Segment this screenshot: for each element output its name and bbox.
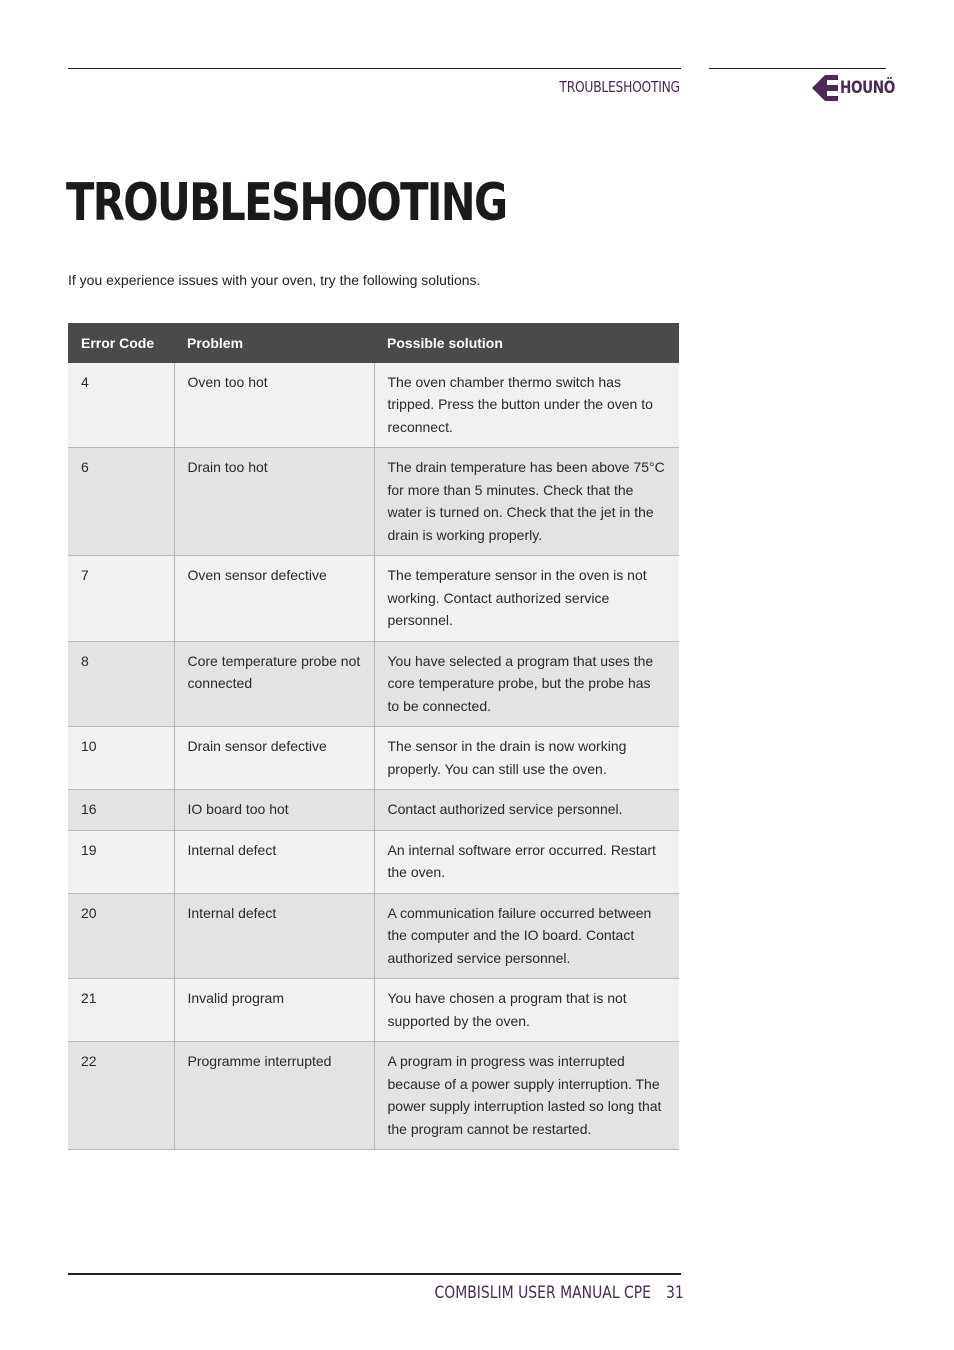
error-code-cell: 21 xyxy=(68,979,174,1042)
column-header-possible-solution: Possible solution xyxy=(374,323,679,363)
solution-cell: An internal software error occurred. Restart the oven. xyxy=(374,830,679,893)
solution-cell: A program in progress was interrupted because of a power supply interruption. The power supply interruption lasted so long that the program cannot be restarted. xyxy=(374,1042,679,1150)
footer-rule xyxy=(68,1273,681,1275)
solution-cell: You have selected a program that uses the core temperature probe, but the probe has to be connected. xyxy=(374,641,679,727)
solution-cell: The drain temperature has been above 75°C for more than 5 minutes. Check that the water is turned on. Check that the jet in the drain is working properly. xyxy=(374,448,679,556)
problem-cell: Oven sensor defective xyxy=(174,556,374,642)
problem-cell: Internal defect xyxy=(174,893,374,979)
error-code-cell: 20 xyxy=(68,893,174,979)
troubleshooting-table xyxy=(68,323,679,1150)
table-row xyxy=(68,556,679,642)
table-row xyxy=(68,893,679,979)
column-header-error-code: Error Code xyxy=(68,323,174,363)
houno-logo-icon xyxy=(812,74,838,102)
problem-cell: Internal defect xyxy=(174,830,374,893)
error-code-cell: 16 xyxy=(68,790,174,831)
header-rule-right xyxy=(709,68,886,69)
header-rule-left xyxy=(68,68,681,69)
page-number: 31 xyxy=(666,1283,684,1303)
solution-cell: The oven chamber thermo switch has tripped. Press the button under the oven to reconnect. xyxy=(374,363,679,448)
table-row xyxy=(68,641,679,727)
table-row xyxy=(68,727,679,790)
error-code-cell: 10 xyxy=(68,727,174,790)
error-code-cell: 22 xyxy=(68,1042,174,1150)
error-code-cell: 19 xyxy=(68,830,174,893)
problem-cell: Programme interrupted xyxy=(174,1042,374,1150)
brand-logo-text: HOUNÖ xyxy=(840,78,895,98)
error-code-cell: 6 xyxy=(68,448,174,556)
problem-cell: Oven too hot xyxy=(174,363,374,448)
problem-cell: IO board too hot xyxy=(174,790,374,831)
page-title: TROUBLESHOOTING xyxy=(66,173,507,233)
solution-cell: A communication failure occurred between the computer and the IO board. Contact authorized service personnel. xyxy=(374,893,679,979)
table-row xyxy=(68,830,679,893)
solution-cell: You have chosen a program that is not supported by the oven. xyxy=(374,979,679,1042)
table-row xyxy=(68,979,679,1042)
footer-manual-title: COMBISLIM USER MANUAL CPE xyxy=(434,1283,651,1303)
problem-cell: Drain too hot xyxy=(174,448,374,556)
error-code-cell: 4 xyxy=(68,363,174,448)
error-code-cell: 7 xyxy=(68,556,174,642)
solution-cell: The temperature sensor in the oven is not working. Contact authorized service personnel. xyxy=(374,556,679,642)
table-header-row xyxy=(68,323,679,363)
problem-cell: Invalid program xyxy=(174,979,374,1042)
solution-cell: The sensor in the drain is now working properly. You can still use the oven. xyxy=(374,727,679,790)
table-row xyxy=(68,363,679,448)
problem-cell: Drain sensor defective xyxy=(174,727,374,790)
error-code-cell: 8 xyxy=(68,641,174,727)
table-row xyxy=(68,448,679,556)
intro-text: If you experience issues with your oven, try the following solutions. xyxy=(68,272,481,288)
table-row xyxy=(68,790,679,831)
brand-logo xyxy=(812,74,909,102)
column-header-problem: Problem xyxy=(174,323,374,363)
header-section-title: TROUBLESHOOTING xyxy=(559,78,680,96)
solution-cell: Contact authorized service personnel. xyxy=(374,790,679,831)
problem-cell: Core temperature probe not connected xyxy=(174,641,374,727)
table-row xyxy=(68,1042,679,1150)
